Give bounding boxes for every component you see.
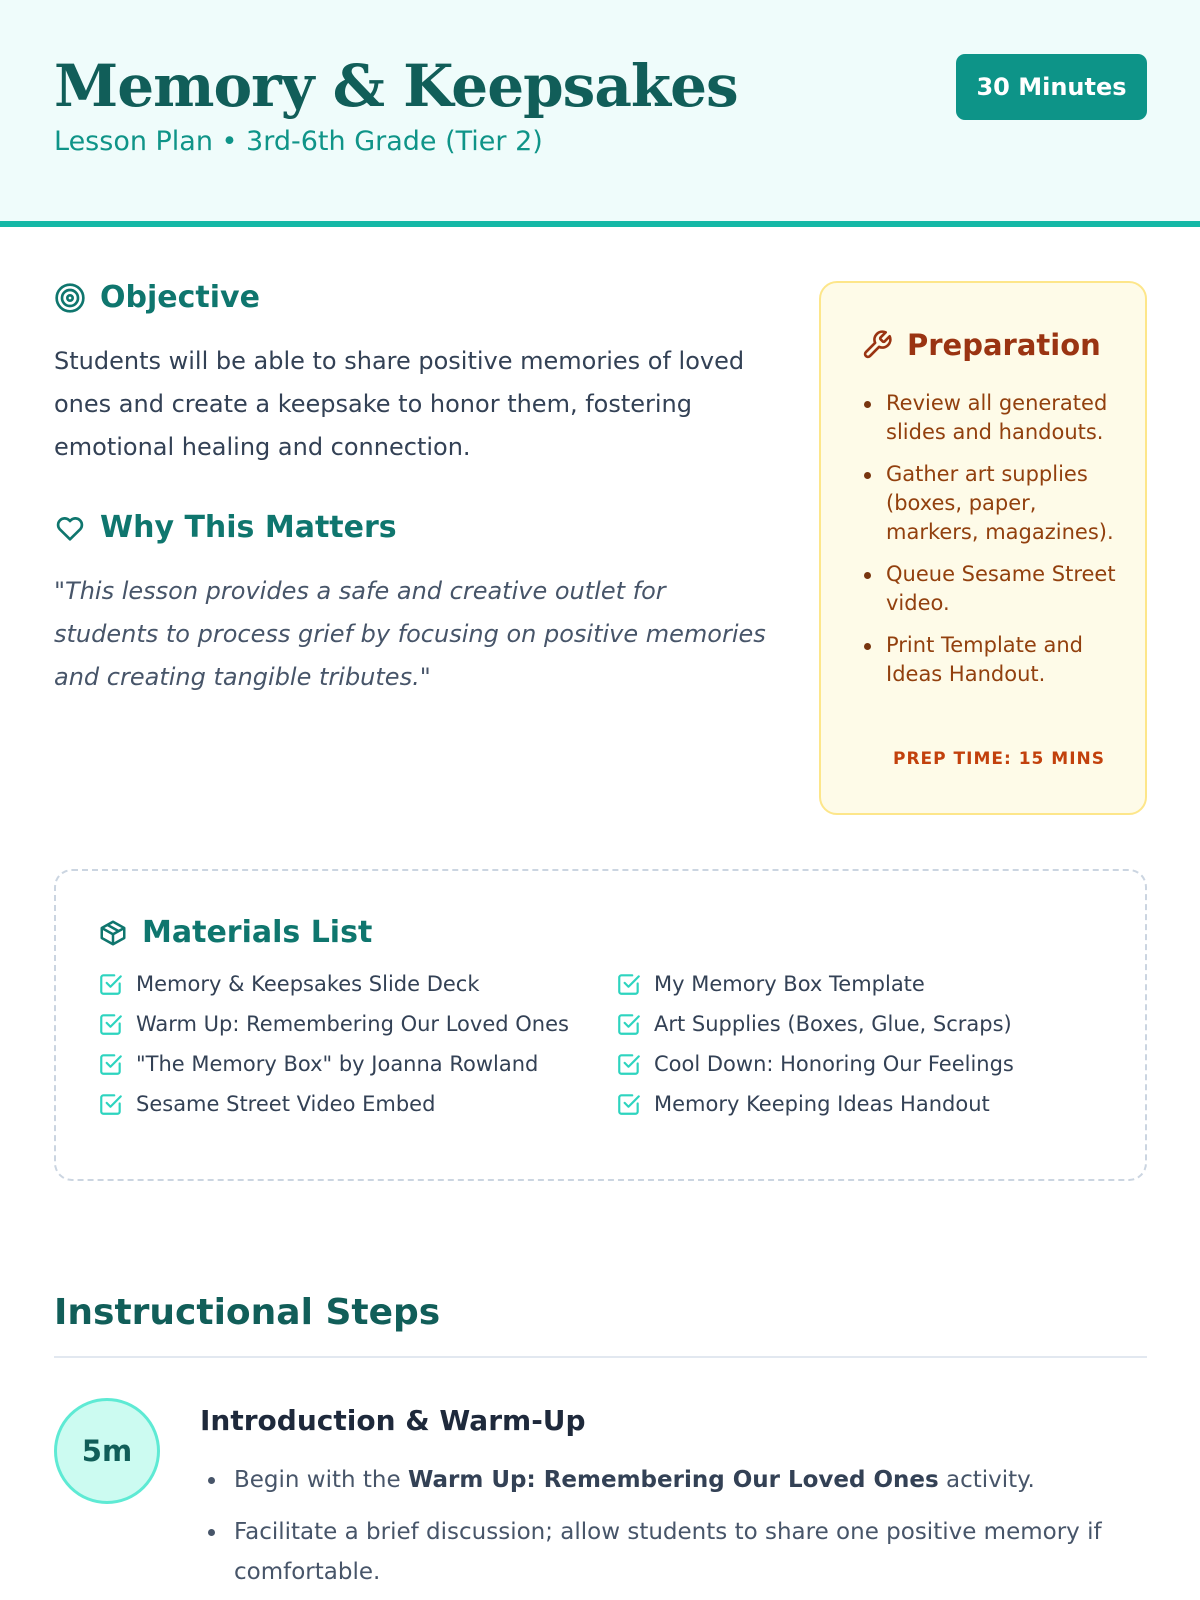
materials-card xyxy=(54,869,1147,1181)
material-label: Memory & Keepsakes Slide Deck xyxy=(136,972,480,996)
material-label: "The Memory Box" by Joanna Rowland xyxy=(136,1052,539,1076)
list-item: Print Template and Ideas Handout. xyxy=(861,631,1121,689)
steps-heading: Instructional Steps xyxy=(54,1292,441,1333)
bullet-text: Facilitate a brief discussion; allow students to share one positive memory if comfortable. xyxy=(234,1519,1102,1585)
list-item: Gather art supplies (boxes, paper, markers, magazines). xyxy=(861,460,1121,547)
list-item: Review all generated slides and handouts. xyxy=(861,389,1121,447)
material-label: Memory Keeping Ideas Handout xyxy=(654,1092,990,1116)
bullet-emphasis: Warm Up: Remembering Our Loved Ones xyxy=(407,1467,939,1493)
material-label: Art Supplies (Boxes, Glue, Scraps) xyxy=(654,1012,1012,1036)
list-item xyxy=(98,1011,569,1037)
bullet-text: activity. xyxy=(938,1467,1035,1493)
checkbox-icon xyxy=(98,1011,124,1037)
preparation-heading xyxy=(861,328,1101,362)
material-label: Warm Up: Remembering Our Loved Ones xyxy=(136,1012,569,1036)
list-item xyxy=(616,1091,990,1117)
step-bullet-list xyxy=(200,1460,1150,1600)
list-item xyxy=(98,1091,435,1117)
list-item xyxy=(98,971,480,997)
wrench-icon xyxy=(861,329,893,361)
bullet-text: Begin with the xyxy=(234,1467,408,1493)
objective-heading xyxy=(54,280,260,315)
why-heading-label: Why This Matters xyxy=(100,510,397,545)
box-icon xyxy=(98,918,128,948)
step-title: Introduction & Warm-Up xyxy=(200,1404,586,1437)
materials-heading-label: Materials List xyxy=(142,915,373,950)
list-item xyxy=(616,1011,1012,1037)
page-title: Memory & Keepsakes xyxy=(54,52,738,120)
list-item xyxy=(200,1460,1150,1500)
preparation-card xyxy=(819,281,1147,815)
list-item xyxy=(616,971,925,997)
target-icon xyxy=(54,282,86,314)
duration-badge: 30 Minutes xyxy=(956,54,1147,120)
checkbox-icon xyxy=(616,1051,642,1077)
list-item xyxy=(200,1512,1150,1592)
material-label: Cool Down: Honoring Our Feelings xyxy=(654,1052,1014,1076)
preparation-list xyxy=(861,389,1121,702)
checkbox-icon xyxy=(98,971,124,997)
materials-heading xyxy=(98,915,372,950)
page-subtitle: Lesson Plan • 3rd-6th Grade (Tier 2) xyxy=(54,126,543,157)
lesson-header xyxy=(0,0,1200,227)
prep-time: PREP TIME: 15 MINS xyxy=(893,749,1105,769)
material-label: My Memory Box Template xyxy=(654,972,925,996)
checkbox-icon xyxy=(616,1011,642,1037)
why-quote: "This lesson provides a safe and creative outlet for students to process grief by focusing on positive memories and creating tangible tributes." xyxy=(54,577,766,691)
objective-text: Students will be able to share positive memories of loved ones and create a keepsake to honor them, fostering emotional healing and connection. xyxy=(54,347,745,461)
objective-heading-label: Objective xyxy=(100,280,260,315)
list-item: Queue Sesame Street video. xyxy=(861,560,1121,618)
heart-icon xyxy=(54,512,86,544)
list-item xyxy=(616,1051,1014,1077)
checkbox-icon xyxy=(98,1051,124,1077)
material-label: Sesame Street Video Embed xyxy=(136,1092,436,1116)
preparation-heading-label: Preparation xyxy=(907,328,1101,362)
divider xyxy=(54,1356,1147,1358)
why-heading xyxy=(54,510,397,545)
checkbox-icon xyxy=(616,1091,642,1117)
list-item xyxy=(98,1051,538,1077)
checkbox-icon xyxy=(616,971,642,997)
step-duration-badge: 5m xyxy=(54,1398,160,1504)
checkbox-icon xyxy=(98,1091,124,1117)
